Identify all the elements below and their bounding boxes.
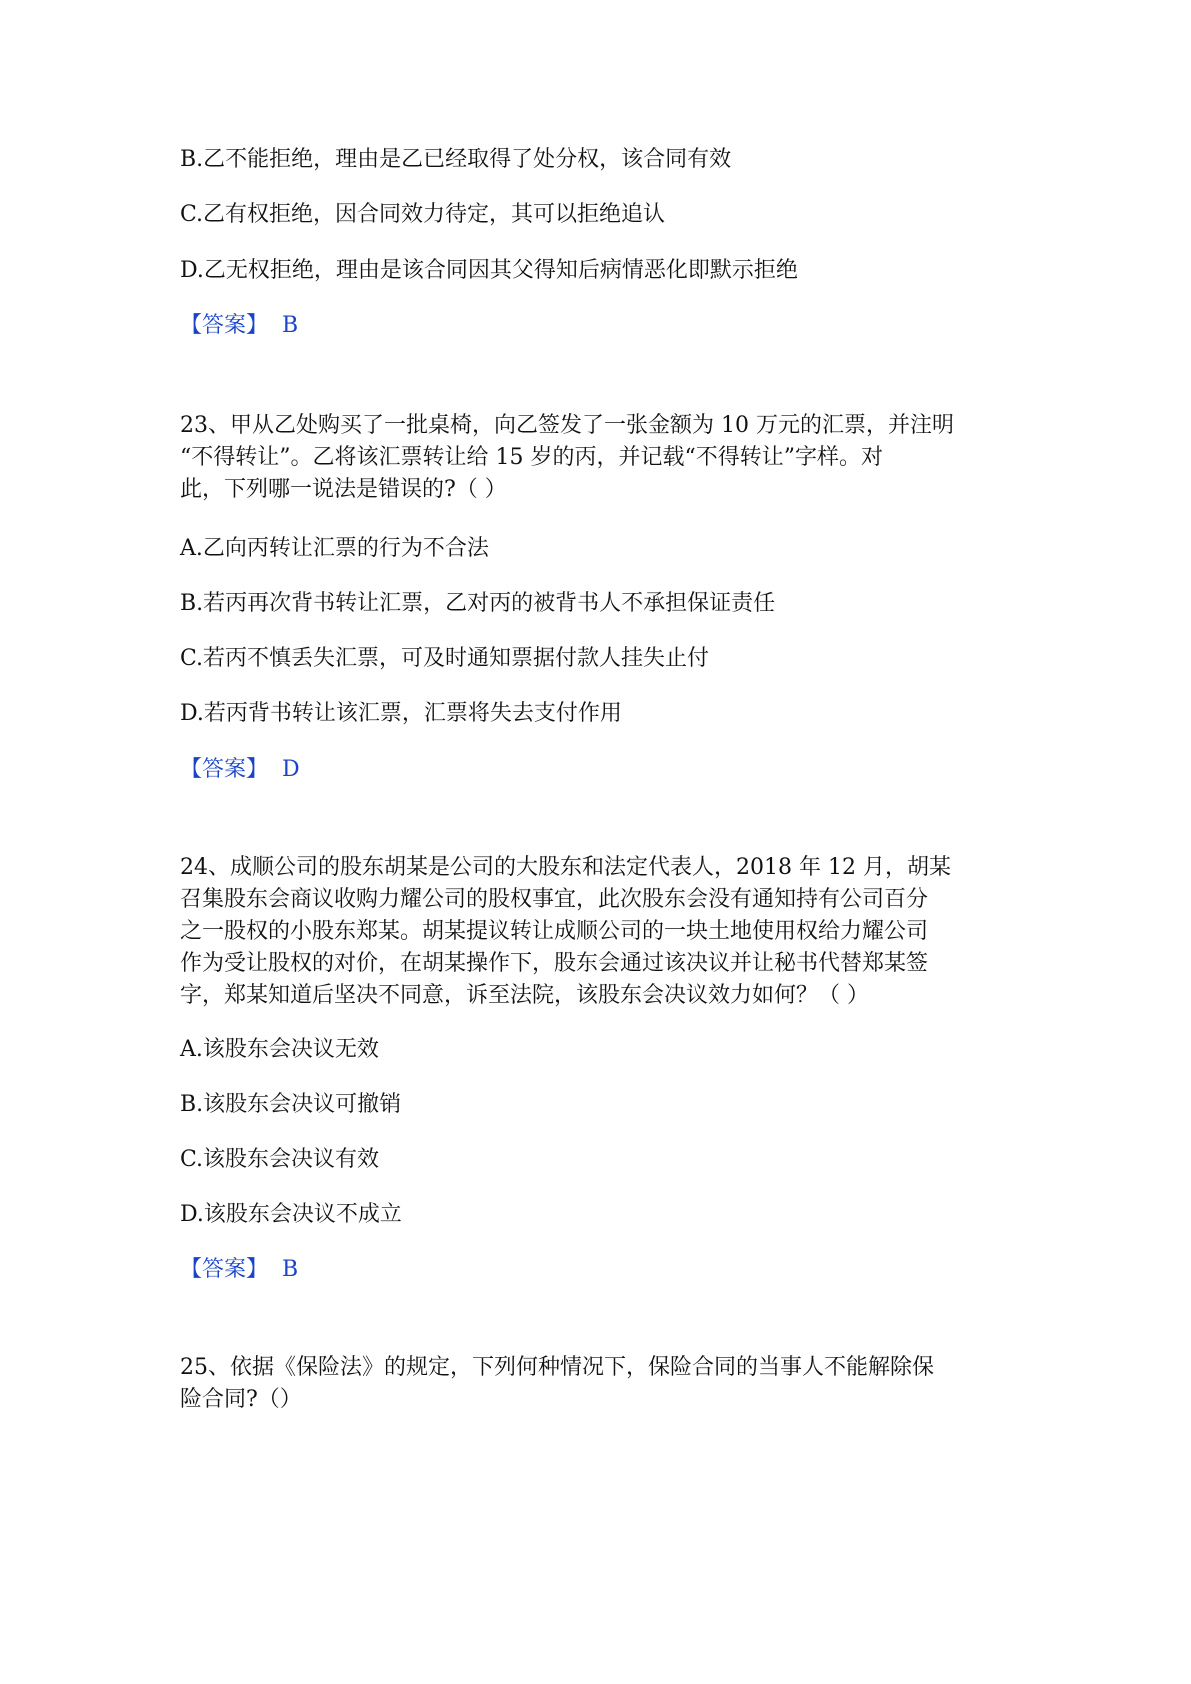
answer-key: B (282, 313, 299, 338)
q23-stem-line: 此，下列哪一说法是错误的?（ ） (180, 477, 507, 502)
q23-option-c: C.若丙不慎丢失汇票，可及时通知票据付款人挂失止付 (180, 646, 710, 671)
q22-option-d: D.乙无权拒绝，理由是该合同因其父得知后病情恶化即默示拒绝 (180, 258, 798, 283)
q24-stem-line: 24、成顺公司的股东胡某是公司的大股东和法定代表人，2018 年 12 月，胡某 (180, 855, 951, 880)
q24-answer (180, 1256, 298, 1284)
q24-option-a: A.该股东会决议无效 (180, 1037, 379, 1062)
answer-label: 【答案】 (180, 1257, 269, 1282)
answer-key: D (282, 757, 300, 782)
q23-option-d: D.若丙背书转让该汇票，汇票将失去支付作用 (180, 701, 622, 726)
q23-option-a: A.乙向丙转让汇票的行为不合法 (180, 536, 489, 561)
q24-option-d: D.该股东会决议不成立 (180, 1202, 402, 1227)
q24-stem-line: 作为受让股权的对价，在胡某操作下，股东会通过该决议并让秘书代替郑某签 (180, 951, 929, 976)
answer-label: 【答案】 (180, 313, 269, 338)
q24-option-b: B.该股东会决议可撤销 (180, 1092, 402, 1117)
q23-stem (180, 410, 1020, 506)
q23-stem-line: 23、甲从乙处购买了一批桌椅，向乙签发了一张金额为 10 万元的汇票，并注明 (180, 413, 954, 438)
q23-option-b: B.若丙再次背书转让汇票，乙对丙的被背书人不承担保证责任 (180, 591, 776, 616)
answer-key: B (282, 1257, 299, 1282)
q22-option-c: C.乙有权拒绝，因合同效力待定，其可以拒绝追认 (180, 202, 666, 227)
q25-stem-line: 险合同?（） (180, 1387, 302, 1412)
q25-stem-line: 25、依据《保险法》的规定，下列何种情况下，保险合同的当事人不能解除保 (180, 1355, 934, 1380)
q24-stem-line: 召集股东会商议收购力耀公司的股权事宜，此次股东会没有通知持有公司百分 (180, 887, 929, 912)
q24-stem-line: 之一股权的小股东郑某。胡某提议转让成顺公司的一块土地使用权给力耀公司 (180, 919, 929, 944)
q22-option-b: B.乙不能拒绝，理由是乙已经取得了处分权，该合同有效 (180, 147, 732, 172)
q25-stem (180, 1352, 1020, 1416)
q24-option-c: C.该股东会决议有效 (180, 1147, 380, 1172)
q23-answer (180, 756, 300, 784)
q24-stem (180, 852, 1020, 1012)
q23-stem-line: “不得转让”。乙将该汇票转让给 15 岁的丙，并记载“不得转让”字样。对 (180, 445, 883, 470)
q24-stem-line: 字，郑某知道后坚决不同意，诉至法院，该股东会决议效力如何？（ ） (180, 983, 869, 1008)
q22-answer (180, 312, 298, 340)
answer-label: 【答案】 (180, 757, 269, 782)
